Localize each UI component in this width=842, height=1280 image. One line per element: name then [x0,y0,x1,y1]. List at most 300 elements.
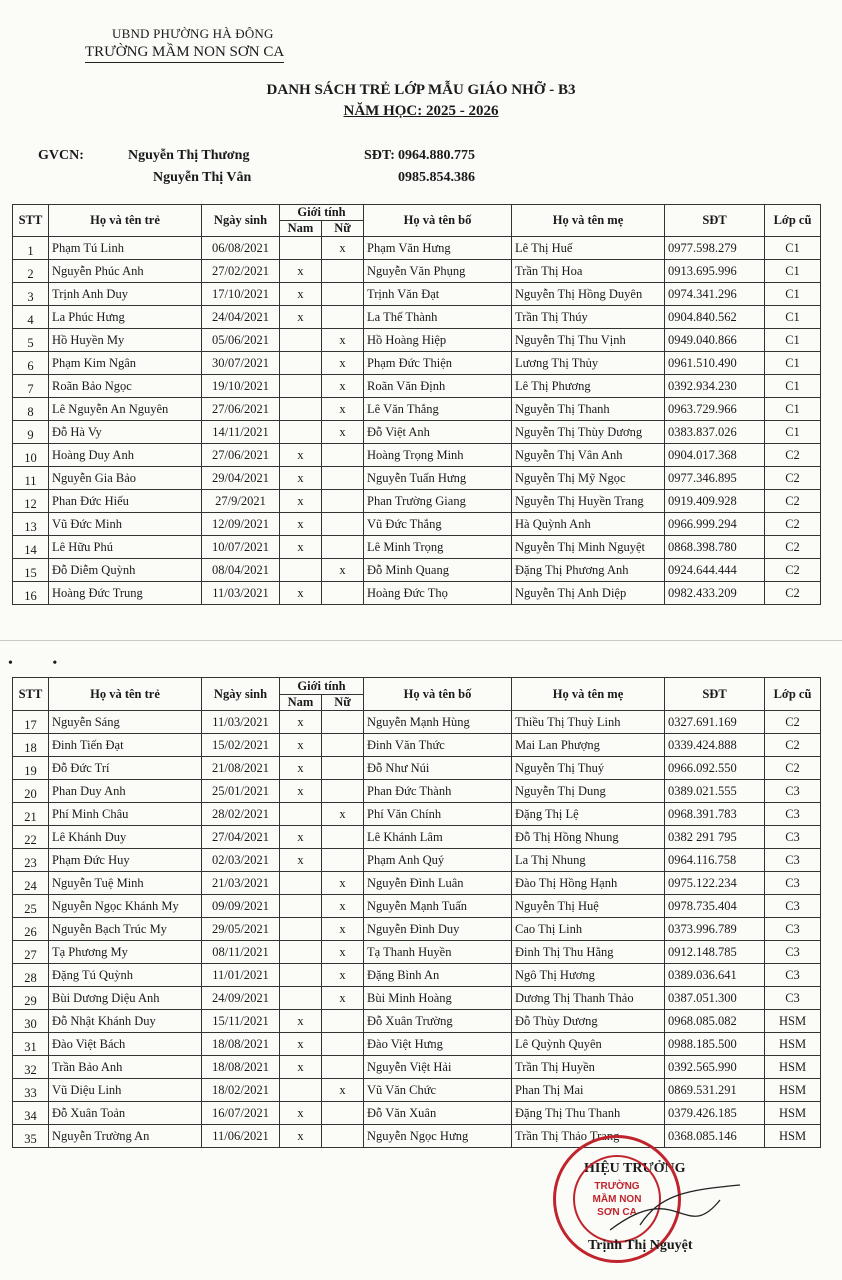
row-male-mark: x [280,1056,322,1079]
student-table-1 [12,204,821,605]
row-stt: 33 [13,1079,49,1102]
row-dob: 21/08/2021 [202,757,280,780]
col-header-phone: SĐT [665,205,765,237]
row-male-mark: x [280,444,322,467]
row-stt: 12 [13,490,49,513]
table-row [13,803,821,826]
row-father-name: Vũ Đức Thắng [364,513,512,536]
row-father-name: Phạm Anh Quý [364,849,512,872]
row-female-mark [322,1033,364,1056]
row-mother-name: Nguyễn Thị Thuý [512,757,665,780]
row-child-name: Nguyễn Phúc Anh [49,260,202,283]
row-father-name: Trịnh Văn Đạt [364,283,512,306]
row-stt: 1 [13,237,49,260]
row-phone: 0904.840.562 [665,306,765,329]
row-mother-name: Nguyễn Thị Thùy Dương [512,421,665,444]
row-child-name: La Phúc Hưng [49,306,202,329]
row-child-name: Đỗ Hà Vy [49,421,202,444]
row-mother-name: Nguyễn Thị Dung [512,780,665,803]
row-phone: 0868.398.780 [665,536,765,559]
row-phone: 0949.040.866 [665,329,765,352]
row-child-name: Phí Minh Châu [49,803,202,826]
row-mother-name: Hà Quỳnh Anh [512,513,665,536]
row-mother-name: Nguyễn Thị Hồng Duyên [512,283,665,306]
phone-label: SĐT: [364,148,395,163]
table-row [13,941,821,964]
row-dob: 27/06/2021 [202,444,280,467]
row-male-mark: x [280,582,322,605]
table-row [13,711,821,734]
row-male-mark [280,895,322,918]
row-stt: 6 [13,352,49,375]
row-prev-class: C1 [765,283,821,306]
row-prev-class: C2 [765,467,821,490]
table-row [13,1010,821,1033]
table-row [13,536,821,559]
row-phone: 0382 291 795 [665,826,765,849]
row-mother-name: Nguyễn Thị Thu Vịnh [512,329,665,352]
row-prev-class: C2 [765,559,821,582]
row-female-mark [322,734,364,757]
row-child-name: Đinh Tiến Đạt [49,734,202,757]
table-row [13,1033,821,1056]
row-stt: 18 [13,734,49,757]
col-header-stt: STT [13,205,49,237]
col-header-dob: Ngày sinh [202,205,280,237]
principal-title: HIỆU TRƯỞNG [584,1161,686,1176]
row-child-name: Đặng Tú Quỳnh [49,964,202,987]
row-stt: 32 [13,1056,49,1079]
row-dob: 14/11/2021 [202,421,280,444]
row-female-mark [322,1010,364,1033]
row-male-mark [280,1079,322,1102]
row-male-mark [280,941,322,964]
col-header-mother: Họ và tên mẹ [512,678,665,711]
row-child-name: Hoàng Đức Trung [49,582,202,605]
row-prev-class: C2 [765,513,821,536]
row-prev-class: C3 [765,780,821,803]
col-header-female: Nữ [322,221,364,237]
row-prev-class: C2 [765,757,821,780]
col-header-prev-class: Lớp cũ [765,205,821,237]
row-dob: 11/03/2021 [202,582,280,605]
row-dob: 24/04/2021 [202,306,280,329]
row-female-mark: x [322,1079,364,1102]
row-prev-class: C3 [765,987,821,1010]
row-female-mark [322,1102,364,1125]
row-phone: 0913.695.996 [665,260,765,283]
row-dob: 09/09/2021 [202,895,280,918]
col-header-father: Họ và tên bố [364,678,512,711]
col-header-child-name: Họ và tên trẻ [49,678,202,711]
row-prev-class: C2 [765,734,821,757]
row-prev-class: C2 [765,490,821,513]
row-male-mark [280,237,322,260]
row-child-name: Đỗ Nhật Khánh Duy [49,1010,202,1033]
table-row [13,987,821,1010]
row-male-mark: x [280,757,322,780]
row-male-mark [280,375,322,398]
row-dob: 21/03/2021 [202,872,280,895]
row-female-mark: x [322,895,364,918]
row-dob: 15/11/2021 [202,1010,280,1033]
row-male-mark [280,964,322,987]
row-phone: 0977.346.895 [665,467,765,490]
row-phone: 0988.185.500 [665,1033,765,1056]
row-mother-name: Lê Thị Huế [512,237,665,260]
row-dob: 29/04/2021 [202,467,280,490]
row-female-mark [322,490,364,513]
row-male-mark: x [280,1102,322,1125]
row-mother-name: Đỗ Thùy Dương [512,1010,665,1033]
row-phone: 0982.433.209 [665,582,765,605]
row-phone: 0964.116.758 [665,849,765,872]
col-header-female: Nữ [322,695,364,711]
row-child-name: Nguyễn Sáng [49,711,202,734]
row-female-mark: x [322,941,364,964]
row-phone: 0392.934.230 [665,375,765,398]
col-header-male: Nam [280,695,322,711]
row-stt: 14 [13,536,49,559]
row-child-name: Nguyễn Ngọc Khánh My [49,895,202,918]
row-male-mark: x [280,826,322,849]
teacher-label: GVCN: [38,148,84,163]
row-prev-class: C1 [765,260,821,283]
row-dob: 30/07/2021 [202,352,280,375]
row-male-mark: x [280,306,322,329]
row-stt: 17 [13,711,49,734]
row-child-name: Đỗ Diễm Quỳnh [49,559,202,582]
row-mother-name: Đỗ Thị Hồng Nhung [512,826,665,849]
row-child-name: Phạm Đức Huy [49,849,202,872]
row-prev-class: C1 [765,329,821,352]
col-header-male: Nam [280,221,322,237]
row-phone: 0387.051.300 [665,987,765,1010]
row-phone: 0975.122.234 [665,872,765,895]
row-male-mark: x [280,283,322,306]
row-prev-class: C1 [765,352,821,375]
row-mother-name: Đặng Thị Thu Thanh [512,1102,665,1125]
row-father-name: Phí Văn Chính [364,803,512,826]
seal-line-1: TRƯỜNG [594,1180,640,1192]
row-child-name: Đỗ Đức Trí [49,757,202,780]
row-mother-name: Nguyễn Thị Anh Diệp [512,582,665,605]
row-male-mark [280,352,322,375]
row-dob: 08/11/2021 [202,941,280,964]
row-female-mark [322,1056,364,1079]
row-phone: 0379.426.185 [665,1102,765,1125]
row-phone: 0869.531.291 [665,1079,765,1102]
col-header-gender: Giới tính [280,678,364,695]
row-stt: 29 [13,987,49,1010]
row-mother-name: Cao Thị Linh [512,918,665,941]
row-phone: 0389.036.641 [665,964,765,987]
row-stt: 16 [13,582,49,605]
row-dob: 27/04/2021 [202,826,280,849]
row-female-mark: x [322,803,364,826]
table-row [13,1125,821,1148]
row-father-name: Hồ Hoàng Hiệp [364,329,512,352]
row-mother-name: Trần Thị Huyền [512,1056,665,1079]
row-mother-name: Thiều Thị Thuỳ Linh [512,711,665,734]
col-header-phone: SĐT [665,678,765,711]
teacher-name-1: Nguyễn Thị Thương [128,148,250,163]
row-father-name: Nguyễn Ngọc Hưng [364,1125,512,1148]
row-dob: 06/08/2021 [202,237,280,260]
principal-name: Trịnh Thị Nguyệt [588,1238,693,1253]
row-dob: 15/02/2021 [202,734,280,757]
table-row [13,826,821,849]
row-male-mark: x [280,780,322,803]
row-father-name: Lê Văn Thắng [364,398,512,421]
row-father-name: Phan Trường Giang [364,490,512,513]
seal-line-2: MẦM NON [592,1193,642,1205]
row-father-name: Hoàng Trọng Minh [364,444,512,467]
org-line-2: TRƯỜNG MẦM NON SƠN CA [85,44,284,63]
row-stt: 15 [13,559,49,582]
row-phone: 0968.391.783 [665,803,765,826]
row-mother-name: Dương Thị Thanh Thảo [512,987,665,1010]
row-stt: 11 [13,467,49,490]
row-father-name: Đỗ Xuân Trường [364,1010,512,1033]
row-female-mark [322,757,364,780]
row-dob: 18/08/2021 [202,1056,280,1079]
row-dob: 02/03/2021 [202,849,280,872]
row-father-name: Roãn Văn Định [364,375,512,398]
table-row [13,1056,821,1079]
row-stt: 9 [13,421,49,444]
row-stt: 20 [13,780,49,803]
row-father-name: Hoàng Đức Thọ [364,582,512,605]
row-stt: 8 [13,398,49,421]
row-female-mark: x [322,375,364,398]
table-row [13,237,821,260]
row-father-name: Nguyễn Văn Phụng [364,260,512,283]
table-row [13,559,821,582]
row-child-name: Roãn Bảo Ngọc [49,375,202,398]
row-mother-name: Lê Quỳnh Quyên [512,1033,665,1056]
row-prev-class: C3 [765,895,821,918]
row-male-mark: x [280,260,322,283]
row-phone: 0904.017.368 [665,444,765,467]
row-prev-class: C3 [765,941,821,964]
row-stt: 25 [13,895,49,918]
row-child-name: Vũ Diệu Linh [49,1079,202,1102]
row-male-mark: x [280,467,322,490]
teacher-phone-1: 0964.880.775 [398,148,475,163]
row-female-mark: x [322,421,364,444]
table-row [13,329,821,352]
row-child-name: Nguyễn Trường An [49,1125,202,1148]
row-mother-name: Lương Thị Thủy [512,352,665,375]
row-stt: 23 [13,849,49,872]
row-child-name: Hồ Huyền My [49,329,202,352]
row-prev-class: C3 [765,918,821,941]
row-prev-class: C3 [765,872,821,895]
table-row [13,1102,821,1125]
row-stt: 7 [13,375,49,398]
student-table-2 [12,677,821,1148]
row-prev-class: HSM [765,1056,821,1079]
row-dob: 24/09/2021 [202,987,280,1010]
row-dob: 17/10/2021 [202,283,280,306]
row-phone: 0961.510.490 [665,352,765,375]
row-child-name: Nguyễn Gia Bảo [49,467,202,490]
row-mother-name: Đặng Thị Lệ [512,803,665,826]
row-dob: 18/08/2021 [202,1033,280,1056]
row-father-name: Nguyễn Việt Hải [364,1056,512,1079]
row-stt: 30 [13,1010,49,1033]
row-mother-name: Ngô Thị Hương [512,964,665,987]
row-stt: 27 [13,941,49,964]
row-male-mark: x [280,490,322,513]
col-header-prev-class: Lớp cũ [765,678,821,711]
row-prev-class: HSM [765,1125,821,1148]
col-header-child-name: Họ và tên trẻ [49,205,202,237]
row-mother-name: Trần Thị Thúy [512,306,665,329]
row-phone: 0327.691.169 [665,711,765,734]
row-prev-class: HSM [765,1010,821,1033]
teacher-phone-2: 0985.854.386 [398,170,475,185]
row-dob: 16/07/2021 [202,1102,280,1125]
row-child-name: Phạm Tú Linh [49,237,202,260]
row-female-mark [322,306,364,329]
table-row [13,490,821,513]
row-male-mark: x [280,536,322,559]
row-phone: 0966.092.550 [665,757,765,780]
table-row [13,352,821,375]
row-male-mark: x [280,1125,322,1148]
row-father-name: Đỗ Như Núi [364,757,512,780]
row-prev-class: HSM [765,1033,821,1056]
row-prev-class: C1 [765,421,821,444]
table-row [13,260,821,283]
row-father-name: Phạm Đức Thiện [364,352,512,375]
row-phone: 0392.565.990 [665,1056,765,1079]
row-dob: 12/09/2021 [202,513,280,536]
teacher-name-2: Nguyễn Thị Vân [153,170,252,185]
row-mother-name: Đặng Thị Phương Anh [512,559,665,582]
table-row [13,849,821,872]
row-dob: 08/04/2021 [202,559,280,582]
row-stt: 21 [13,803,49,826]
row-male-mark [280,987,322,1010]
row-stt: 4 [13,306,49,329]
table-row [13,964,821,987]
row-father-name: Lê Khánh Lâm [364,826,512,849]
row-stt: 34 [13,1102,49,1125]
row-child-name: Lê Nguyễn An Nguyên [49,398,202,421]
row-female-mark: x [322,352,364,375]
row-phone: 0977.598.279 [665,237,765,260]
row-phone: 0966.999.294 [665,513,765,536]
row-child-name: Hoàng Duy Anh [49,444,202,467]
row-female-mark [322,260,364,283]
row-child-name: Đào Việt Bách [49,1033,202,1056]
row-father-name: Tạ Thanh Huyền [364,941,512,964]
row-mother-name: Nguyễn Thị Thanh [512,398,665,421]
row-male-mark: x [280,734,322,757]
row-child-name: Lê Khánh Duy [49,826,202,849]
col-header-stt: STT [13,678,49,711]
row-prev-class: C3 [765,803,821,826]
row-child-name: Phạm Kim Ngân [49,352,202,375]
row-stt: 24 [13,872,49,895]
row-male-mark: x [280,711,322,734]
row-phone: 0978.735.404 [665,895,765,918]
table-row [13,306,821,329]
row-mother-name: Lê Thị Phương [512,375,665,398]
row-child-name: Trịnh Anh Duy [49,283,202,306]
row-phone: 0968.085.082 [665,1010,765,1033]
row-female-mark: x [322,964,364,987]
table-row [13,375,821,398]
row-phone: 0373.996.789 [665,918,765,941]
row-stt: 28 [13,964,49,987]
row-child-name: Tạ Phương My [49,941,202,964]
row-male-mark [280,421,322,444]
row-female-mark [322,283,364,306]
table-row [13,872,821,895]
row-father-name: Phan Đức Thành [364,780,512,803]
row-mother-name: Đào Thị Hồng Hạnh [512,872,665,895]
row-phone: 0389.021.555 [665,780,765,803]
org-line-1: UBND PHƯỜNG HÀ ĐÔNG [112,26,274,41]
row-father-name: Nguyễn Đình Duy [364,918,512,941]
row-female-mark: x [322,918,364,941]
row-prev-class: C2 [765,444,821,467]
row-dob: 27/9/2021 [202,490,280,513]
row-stt: 19 [13,757,49,780]
row-father-name: Bùi Minh Hoàng [364,987,512,1010]
row-child-name: Lê Hữu Phú [49,536,202,559]
row-father-name: Đỗ Minh Quang [364,559,512,582]
row-female-mark [322,536,364,559]
row-stt: 31 [13,1033,49,1056]
col-header-gender: Giới tính [280,205,364,221]
row-prev-class: C1 [765,375,821,398]
row-phone: 0383.837.026 [665,421,765,444]
row-mother-name: Mai Lan Phượng [512,734,665,757]
page-separator [0,640,842,641]
row-female-mark [322,826,364,849]
row-dob: 19/10/2021 [202,375,280,398]
row-dob: 11/06/2021 [202,1125,280,1148]
row-female-mark [322,582,364,605]
row-male-mark [280,329,322,352]
row-phone: 0368.085.146 [665,1125,765,1148]
row-father-name: Lê Minh Trọng [364,536,512,559]
table-row [13,467,821,490]
row-female-mark [322,513,364,536]
row-mother-name: Nguyễn Thị Huệ [512,895,665,918]
table-row [13,444,821,467]
row-female-mark [322,849,364,872]
row-prev-class: C2 [765,582,821,605]
row-dob: 25/01/2021 [202,780,280,803]
row-mother-name: Nguyễn Thị Mỹ Ngọc [512,467,665,490]
row-prev-class: C1 [765,237,821,260]
row-mother-name: Phan Thị Mai [512,1079,665,1102]
row-female-mark: x [322,398,364,421]
row-female-mark: x [322,872,364,895]
seal-line-3: SƠN CA [597,1206,637,1218]
row-father-name: Nguyễn Mạnh Tuấn [364,895,512,918]
row-prev-class: C2 [765,536,821,559]
row-child-name: Phan Đức Hiếu [49,490,202,513]
row-male-mark [280,918,322,941]
row-male-mark: x [280,849,322,872]
